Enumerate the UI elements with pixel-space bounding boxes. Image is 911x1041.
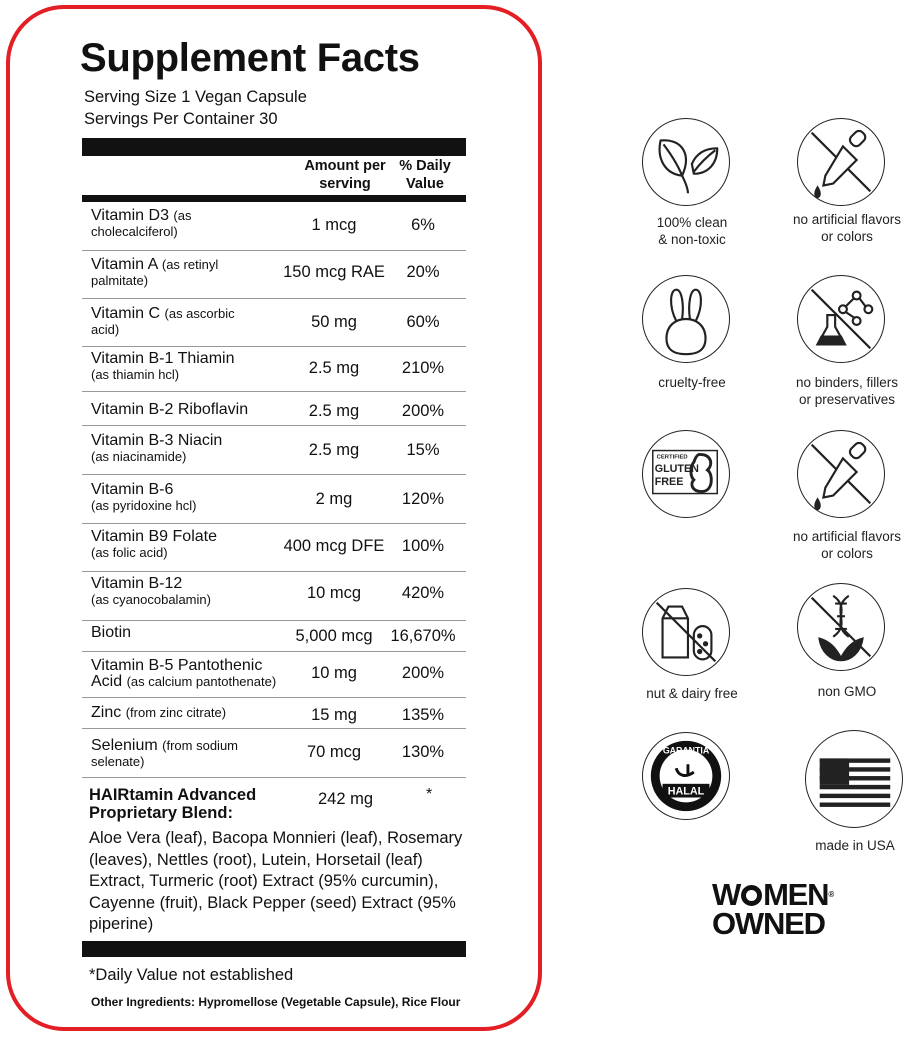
header-daily-value: % Daily Value [399,158,451,192]
proprietary-blend-ingredients: Aloe Vera (leaf), Bacopa Monnieri (leaf), Rosemary (leaves), Nettles (root), Lutein, Horsetail (leaf) Extract, Turmeric (root) Extract (95% curcumin), Cayenne (fruit), Black Pepper (seed) Extract (95% piperine) [89,829,463,933]
badge-caption: 100% clean & non-toxic [656,215,728,247]
serving-size: Serving Size 1 Vegan Capsule [84,88,307,106]
no-chemicals-icon [797,275,885,363]
no-dropper-icon [797,430,885,518]
badge-caption: no artificial flavors or colors [792,529,902,561]
proprietary-blend-dv: * [426,786,433,803]
svg-text:GARANTIA: GARANTIA [662,745,710,756]
nutrient-name: Vitamin B-2 Riboflavin [91,401,249,418]
nutrient-row: Vitamin B-12 (as cyanocobalamin) 10 mcg 420% [91,575,445,607]
nutrient-name: Selenium (from sodium selenate) [91,737,239,769]
nutrient-name: Vitamin C (as ascorbic acid) [91,305,235,337]
nutrient-row: Zinc (from zinc citrate) 15 mg 135% [91,704,445,724]
nutrient-row: Vitamin B-3 Niacin (as niacinamide) 2.5 mg 15% [91,432,440,464]
daily-value-footnote: *Daily Value not established [89,966,294,984]
panel-title: Supplement Facts [80,36,420,80]
svg-text:FREE: FREE [654,475,684,488]
nutrient-row: Vitamin B-5 Pantothenic Acid (as calcium pantothenate) 10 mg 200% [91,657,445,690]
nutrient-row: Vitamin B9 Folate (as folic acid) 400 mcg DFE 100% [91,528,445,560]
badge-caption: made in USA [815,838,895,853]
leaves-icon [642,118,730,206]
no-dropper-icon [797,118,885,206]
halal-seal [642,732,730,820]
nutrient-name: Vitamin B-5 Pantothenic Acid (as calcium pantothenate) [91,657,277,690]
header-amount: Amount per serving [304,158,386,192]
nutrient-name: Vitamin A (as retinyl palmitate) [91,256,219,288]
no-milk-peanut-icon [642,588,730,676]
thick-bar-header [82,195,466,202]
nutrient-row: Vitamin A (as retinyl palmitate) 150 mcg RAE 20% [91,256,440,288]
nutrient-name: Zinc (from zinc citrate) [91,704,227,721]
nutrient-row: Selenium (from sodium selenate) 70 mcg 130% [91,737,445,769]
badge-caption: no binders, fillers or preservatives [795,375,899,407]
svg-text:GLUTEN: GLUTEN [654,463,699,476]
badge-caption: cruelty-free [658,375,726,390]
proprietary-blend-amount: 242 mg [318,790,374,808]
nutrient-name: Vitamin B9 Folate (as folic acid) [91,528,217,560]
women-owned-badge: W MEN® OWNED [712,877,835,941]
nutrient-row: Vitamin C (as ascorbic acid) 50 mg 60% [91,305,440,337]
nutrient-name: Vitamin B-6 (as pyridoxine hcl) [91,481,197,513]
servings-per-container: Servings Per Container 30 [84,110,278,128]
no-dna-icon [797,583,885,671]
row-divider [82,777,466,778]
nutrient-name: Vitamin B-1 Thiamin (as thiamin hcl) [91,350,235,382]
nutrient-row: Vitamin B-1 Thiamin (as thiamin hcl) 2.5 mg 210% [91,350,445,382]
nutrient-row: Vitamin B-2 Riboflavin 2.5 mg 200% [91,401,445,420]
nutrient-row: Biotin 5,000 mcg 16,670% [91,624,456,645]
svg-text:CERTIFIED: CERTIFIED [656,454,688,461]
other-ingredients: Other Ingredients: Hypromellose (Vegetable Capsule), Rice Flour [91,995,461,1009]
badge-caption: non GMO [817,684,877,699]
nutrient-name: Biotin [91,624,132,641]
badge-caption: nut & dairy free [646,686,738,701]
nutrient-row: Vitamin B-6 (as pyridoxine hcl) 2 mg 120% [91,481,445,513]
bunny-icon [642,275,730,363]
gluten-free-logo [642,430,730,518]
nutrient-name: Vitamin B-12 (as cyanocobalamin) [91,575,211,607]
us-flag-icon [805,730,903,828]
thick-bar-bottom [82,941,466,957]
nutrient-name: Vitamin B-3 Niacin (as niacinamide) [91,432,223,464]
nutrient-row: Vitamin D3 (as cholecalciferol) 1 mcg 6% [91,207,435,239]
badge-caption: no artificial flavors or colors [792,212,902,244]
thick-bar-top [82,138,466,156]
nutrient-name: Vitamin D3 (as cholecalciferol) [91,207,192,239]
svg-text:HALAL: HALAL [667,785,705,798]
proprietary-blend-name: HAIRtamin Advanced Proprietary Blend: [89,786,257,822]
